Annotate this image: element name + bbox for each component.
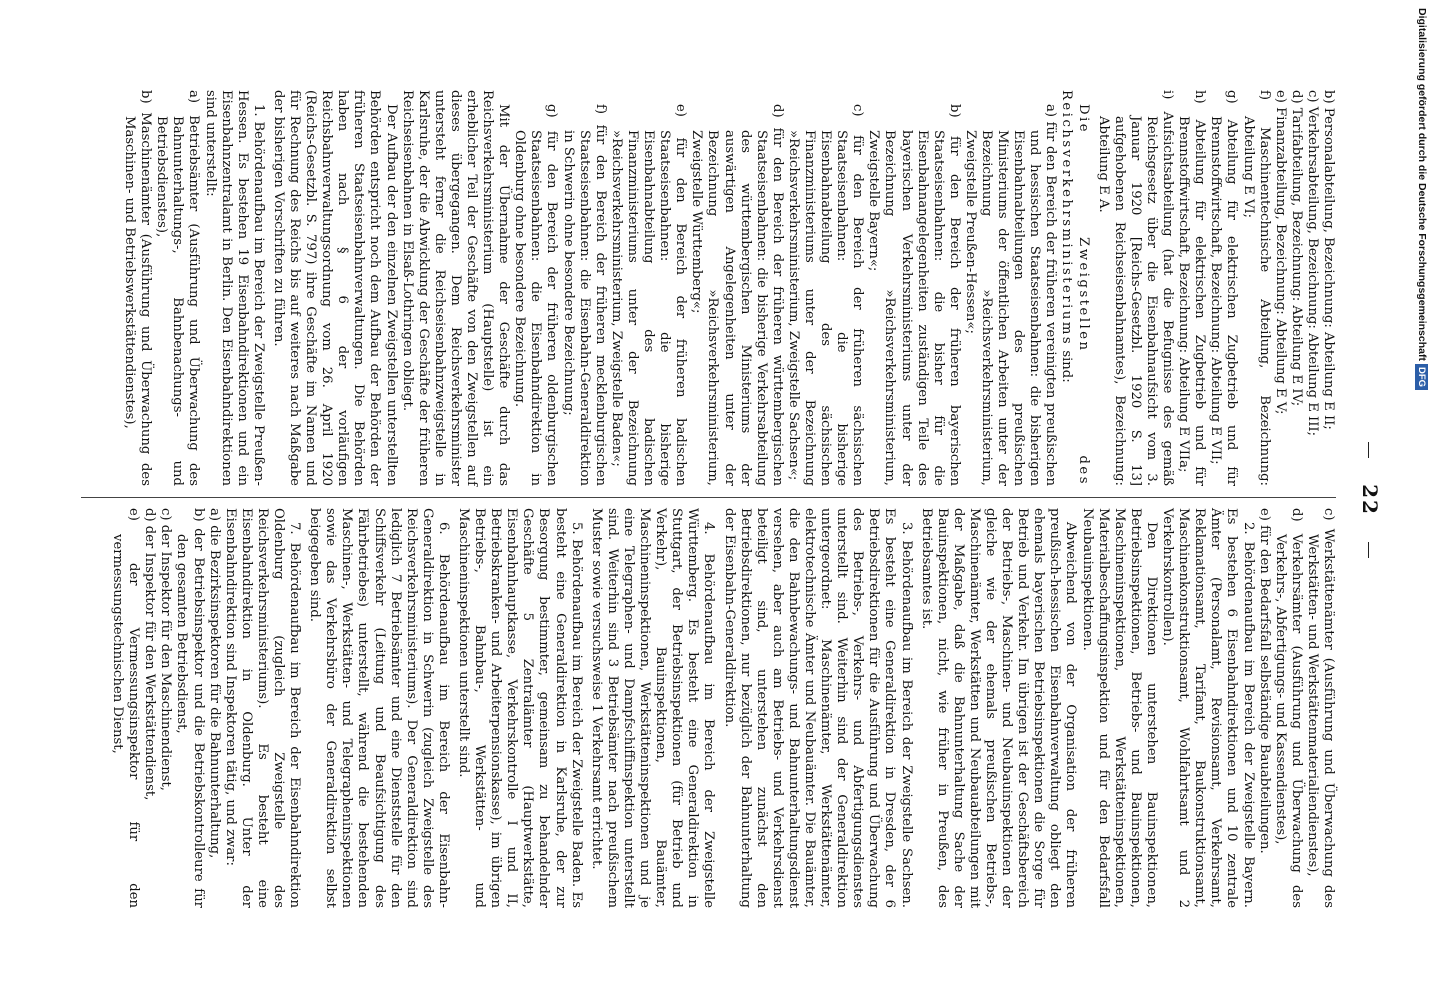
body-paragraph: Mit der Übernahme der Geschäfte durch das Reichsverkehrsministerium (Hauptstelle) ist ein erheblicher Teil der Geschäfte von den Zweigstellen auf dieses übergegangen. Dem Reichsverkehrsminister untersteht ferner die Reichseisenbahnzweigstelle in Karlsruhe, der die Abwicklung der Geschäfte der früheren Reichseisenbahnen in Elsaß-Lothringen obliegt. (399, 90, 512, 486)
section7-item: d) der Inspektor für den Werkstättendienst, (142, 508, 158, 801)
left-column (76, 90, 1336, 486)
zweigstelle-item: d) für den Bereich der früheren württembergischen Staatseisenbahnen: die bisherige Verkehrsabteilung des württembergischen Ministeriums der auswärtigen Angelegenheiten unter der Bezeichnung »Reichsverkehrsministerium, Zweigstelle Württemberg«; (689, 104, 785, 486)
section1-item: a) Betriebsämter (Ausführung und Überwachung des Bahnunterhaltungs-, Bahnbenachungs- und Betriebsdienstes), (154, 90, 202, 486)
page-number (1358, 0, 1382, 1000)
zweigstellen-heading: Die Zweigstellen des Reichsverkehrsministeriums sind: (1059, 90, 1091, 486)
section7-item: b) der Betriebsinspektor und die Betriebskontrolleure für den gesamten Betriebsdienst, (174, 508, 206, 908)
section-paragraph: 6. Behördenaufbau im Bereich der Eisenbahn-Generaldirektion in Schwerin (zugleich Zweigstelle des Reichsverkehrsministeriums). Der Generaldirektion sind lediglich 7 Betriebsämter und eine Dienststelle für den Schiffsverkehr (Leitung und Beaufsichtigung des Fährbetriebes) unterstellt, während die bestehenden Maschinen-, Werkstätten- und Telegrapheninspektionen sowie das Verkehrsbüro der Generaldirektion selbst beigegeben sind. (307, 508, 451, 908)
amt-item: e) für den Bedarfsfall selbständige Bauabteilungen. (1256, 508, 1272, 854)
zweigstelle-item: a) für den Bereich der früheren vereinigten preußischen und hessischen Staatseisenbahnen: die bisherigen Eisenbahnabteilungen des preußischen Ministeriums der öffentlichen Arbeiten unter der Bezeichnung »Reichsverkehrsministerium, Zweigstelle Preußen-Hessen«; (962, 104, 1059, 486)
section7-item: c) der Inspektor für den Maschinendienst, (158, 508, 174, 791)
zweigstelle-item: g) für den Bereich der früheren oldenburgischen Staatseisenbahnen: die Eisenbahndirektion in Oldenburg ohne besondere Bezeichnung. (512, 104, 560, 486)
digitization-note-text-wrap (1414, 8, 1430, 994)
abteilung-item: e) Finanzabteilung, Bezeichnung: Abteilung E V; (1272, 90, 1288, 415)
page-number-dash-right (1368, 542, 1369, 558)
abteilung-item: i) Aufsichtsabteilung (hat die Befugnisse des gemäß Reichsgesetz über die Eisenbahnaufsicht vom 3. Januar 1920 [Reichs-Gesetzbl. 1920 S. 13] aufgehobenen Reichseisenbahnamtes), Bezeichnung: Abteilung E A. (1095, 90, 1176, 486)
column-divider (81, 497, 1336, 498)
section1-item: b) Maschinenämter (Ausführung und Überwachung des Maschinen- und Betriebswerkstättendienstes), (122, 90, 154, 486)
digitization-note-text: Digitalisierung gefördert durch die Deutsche Forschungsgemeinschaft (1416, 8, 1428, 361)
body-paragraph: Abweichend von der Organisation der früheren preußisch-hessischen Eisenbahnverwaltung obliegt den ehemals bayerischen Betriebsinspektionen die Sorge für Betrieb und Verkehr. Im übrigen ist der Geschäftsbereich der Betriebs-, Maschinen- und Neubauinspektionen der gleiche wie der ehemals preußischen Betriebs-, Maschinenämter, Werkstätten und Neubauabteilungen mit der Maßgabe, daß die Bahnunterhaltung Sache der Bauinspektionen, nicht, wie früher in Preußen, des Betriebsamtes ist. (918, 508, 1079, 908)
section-paragraph: 4. Behördenaufbau im Bereich der Zweigstelle Württemberg. Es besteht eine Generaldirektion in Stuttgart, der Betriebsinspektionen (für Betrieb und Verkehr), Bauinspektionen, Bauämter, Maschineninspektionen, Werkstätteninspektionen und je eine Telegraphen- und Dampfschiffinspektion unterstellt sind. Weiterhin sind 3 Betriebsämter nach preußischem Muster sowie versuchsweise 1 Verkehrsamt errichtet. (588, 508, 717, 908)
zweigstelle-item: f) für den Bereich der früheren mecklenburgischen Staatseisenbahnen: die Eisenbahn-Generaldirektion in Schwerin ohne besondere Bezeichnung; (560, 104, 608, 487)
abteilung-item: d) Tarifabteilung, Bezeichnung: Abteilung E IV; (1288, 90, 1304, 407)
abteilung-item: b) Personalabteilung, Bezeichnung: Abteilung E II; (1321, 90, 1336, 430)
abteilung-item: c) Verkehrsabteilung, Bezeichnung: Abteilung E III; (1304, 90, 1320, 437)
zweigstelle-item: b) für den Bereich der früheren bayerischen Staatseisenbahnen: die bisher für die Eisenbahnangelegenheiten zuständigen Teile des bayerischen Verkehrsministeriums unter der Bezeichnung »Reichsverkehrsministerium, Zweigstelle Bayern«; (866, 104, 962, 486)
zweigstelle-item: e) für den Bereich der früheren badischen Staatseisenbahnen: die bisherige Eisenbahnabteilung des badischen Finanzministeriums unter der Bezeichnung »Reichsverkehrsministerium, Zweigstelle Baden«; (608, 104, 689, 486)
abteilung-item: f) Maschinentechnische Abteilung, Bezeichnung: Abteilung E VI; (1240, 90, 1272, 486)
abteilung-item: g) Abteilung für elektrischen Zugbetrieb und für Brennstoffwirtschaft, Bezeichnung: Abteilung E VII; (1208, 90, 1240, 486)
digitization-note (1414, 8, 1430, 994)
right-column (76, 508, 1336, 908)
abteilung-item: h) Abteilung für elektrischen Zugbetrieb und für Brennstoffwirtschaft, Bezeichnung: Abteilung E VIIa; (1176, 90, 1208, 487)
page-number-dash-left (1368, 442, 1369, 458)
section-paragraph: 7. Behördenaufbau im Bereich der Eisenbahndirektion Oldenburg (zugleich Zweigstelle des Reichsverkehrsministeriums). Es besteht eine Eisenbahndirektion in Oldenburg. Unter der Eisenbahndirektion sind Inspektoren tätig, und zwar: (222, 508, 303, 908)
section-paragraph: 2. Behördenaufbau im Bereich der Zweigstelle Bayern. Es bestehen 6 Eisenbahndirektionen und 10 zentrale Ämter (Personalamt, Revisionsamt, Verkehrsamt, Reklamationsamt, Tarifamt, Baukonstruktionsamt, Maschinenkonstruktionsamt, Wohlfahrtsamt und 2 Verkehrskontrollen). (1160, 508, 1256, 908)
section7-item: a) die Bezirksinspektoren für die Bahnunterhaltung, (206, 508, 222, 859)
body-paragraph: Den Direktionen unterstehen Bauinspektionen, Betriebsinspektionen, Betriebs- und Bauinspektionen, Maschineninspektionen, Werkstätteninspektionen, Materialbeschaffungsinspektion und für den Bedarfsfall Neubauinspektionen. (1079, 508, 1159, 908)
amt-item: d) Verkehrsämter (Ausführung und Überwachung des Verkehrs-, Abfertigungs- und Kassendienstes), (1272, 508, 1304, 908)
zweigstelle-item: c) für den Bereich der früheren sächsischen Staatseisenbahnen: die bisherige Eisenbahnabteilung des sächsischen Finanzministeriums unter der Bezeichnung »Reichsverkehrsministerium, Zweigstelle Sachsen«; (785, 104, 866, 486)
section-paragraph: 5. Behördenaufbau im Bereich der Zweigstelle Baden. Es besteht eine Generaldirektion in Karlsruhe, der zur Besorgung bestimmter, gemeinsam zu behandelnder Geschäfte 5 Zentralämter (Hauptwerkstätte, Eisenbahnhauptkasse, Verkehrskontrolle I und II, Betriebskranken- und Arbeiterpensionskasse), im übrigen Betriebs-, Bahnbau-, Werkstätten- und Maschineninspektionen unterstellt sind. (456, 508, 584, 908)
section-paragraph: 3. Behördenaufbau im Bereich der Zweigstelle Sachsen. Es besteht eine Generaldirektion in Dresden, der 6 Betriebsdirektionen für die Ausführung und Überwachung des Betriebs-, Verkehrs- und Abfertigungsdienstes unterstellt sind. Weiterhin sind der Generaldirektion untergeordnet: Maschinenämter, Werkstättenämter, elektrotechnische Ämter und Neubauämter. Die Bauämter, die den Bahnbewachungs- und Bahnunterhaltungsdienst versehen, aber auch am Betriebs- und Verkehrsdienst beteiligt sind, unterstehen zunächst den Betriebsdirektionen, nur bezüglich der Bahnunterhaltung der Eisenbahn-Generaldirektion. (721, 508, 914, 908)
dfg-logo: DFG (1415, 364, 1428, 390)
amt-item: c) Werkstättenämter (Ausführung und Überwachung des Werkstätten- und Werkstättenmaterialiendienstes), (1304, 508, 1336, 908)
body-paragraph: Der Aufbau der den einzelnen Zweigstellen unterstellten Behörden entspricht noch dem Aufbau der Behörden der früheren Staatseisenbahnverwaltungen. Die Behörden haben nach § 6 der vorläufigen Reichsbahnverwaltungsordnung vom 26. April 1920 (Reichs-Gesetzbl. S. 797) ihre Geschäfte im Namen und für Rechnung des Reichs bis auf weiteres nach Maßgabe der bisherigen Vorschriften zu führen. (270, 90, 399, 486)
section-paragraph: 1. Behördenaufbau im Bereich der Zweigstelle Preußen-Hessen. Es bestehen 19 Eisenbahndirektionen und ein Eisenbahnzentralamt in Berlin. Den Eisenbahndirektionen sind unterstellt: (202, 90, 266, 486)
page-number-text: 22 (1358, 484, 1382, 516)
section7-item: e) der Vermessungsinspektor für den vermessungstechnischen Dienst, (110, 508, 142, 908)
